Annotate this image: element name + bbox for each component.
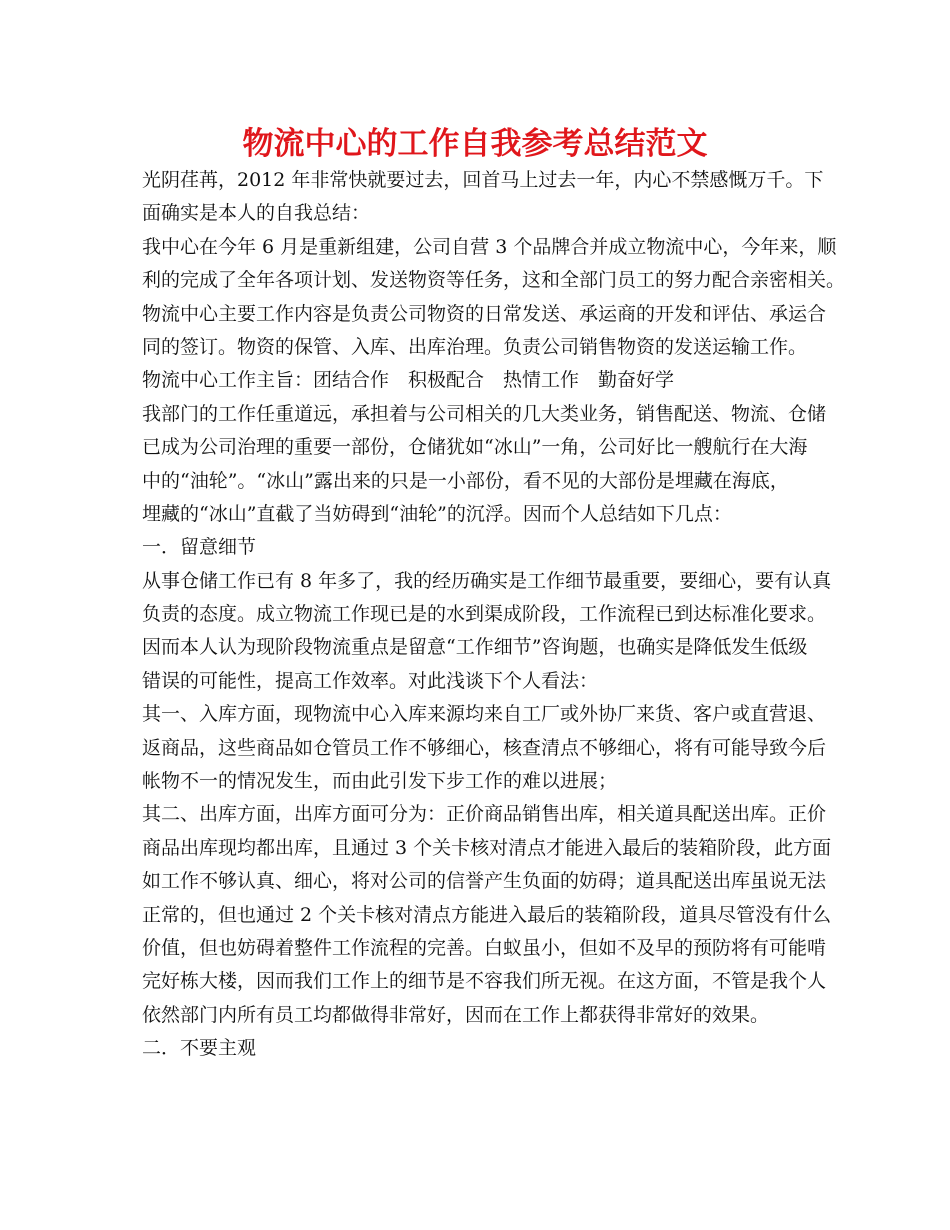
text-line: 从事仓储工作已有 8 年多了，我的经历确实是工作细节最重要，要细心，要有认真 bbox=[142, 569, 832, 592]
text-line: 帐物不一的情况发生，而由此引发下步工作的难以进展； bbox=[142, 770, 618, 793]
text-line: 依然部门内所有员工均都做得非常好，因而在工作上都获得非常好的效果。 bbox=[142, 1003, 770, 1026]
text-line: 我中心在今年 6 月是重新组建，公司自营 3 个品牌合并成立物流中心，今年来，顺 bbox=[142, 235, 837, 258]
text-line: 物流中心工作主旨：团结合作 积极配合 热情工作 勤奋好学 bbox=[142, 369, 675, 392]
text-line: 价值，但也妨碍着整件工作流程的完善。白蚁虽小，但如不及早的预防将有可能啃 bbox=[142, 936, 827, 959]
section-heading: 二．不要主观 bbox=[142, 1037, 257, 1060]
text-line: 负责的态度。成立物流工作现已是的水到渠成阶段，工作流程已到达标准化要求。 bbox=[142, 603, 827, 626]
text-line: 我部门的工作任重道远，承担着与公司相关的几大类业务，销售配送、物流、仓储 bbox=[142, 402, 827, 425]
text-line: 错误的可能性，提高工作效率。对此浅谈下个人看法： bbox=[142, 669, 599, 692]
document-body bbox=[142, 164, 846, 1066]
text-line: 因而本人认为现阶段物流重点是留意“工作细节”咨询题，也确实是降低发生低级 bbox=[142, 636, 808, 659]
text-line: 光阴荏苒，2012 年非常快就要过去，回首马上过去一年，内心不禁感慨万千。下 bbox=[142, 169, 824, 191]
text-line: 其一、入库方面，现物流中心入库来源均来自工厂或外协厂来货、客户或直营退、 bbox=[142, 703, 827, 726]
section-heading: 一．留意细节 bbox=[142, 536, 257, 559]
text-line: 完好栋大楼，因而我们工作上的细节是不容我们所无视。在这方面，不管是我个人 bbox=[142, 970, 827, 993]
text-line: 正常的，但也通过 2 个关卡核对清点方能进入最后的装箱阶段，道具尽管没有什么 bbox=[142, 903, 832, 926]
text-line: 同的签订。物资的保管、入库、出库治理。负责公司销售物资的发送运输工作。 bbox=[142, 335, 808, 358]
text-line: 中的“油轮”。“冰山”露出来的只是一小部份，看不见的大部份是埋藏在海底， bbox=[142, 469, 789, 492]
text-line: 埋藏的“冰山”直截了当妨碍到“油轮”的沉浮。因而个人总结如下几点： bbox=[142, 502, 732, 525]
text-line: 商品出库现均都出库，且通过 3 个关卡核对清点才能进入最后的装箱阶段，此方面 bbox=[142, 836, 832, 859]
text-line: 如工作不够认真、细心，将对公司的信誉产生负面的妨碍；道具配送出库虽说无法 bbox=[142, 870, 827, 893]
text-line: 其二、出库方面，出库方面可分为：正价商品销售出库，相关道具配送出库。正价 bbox=[142, 803, 827, 826]
text-line: 已成为公司治理的重要一部份，仓储犹如“冰山”一角，公司好比一艘航行在大海 bbox=[142, 436, 808, 459]
text-line: 返商品，这些商品如仓管员工作不够细心，核查清点不够细心，将有可能导致今后 bbox=[142, 736, 827, 759]
text-line: 面确实是本人的自我总结： bbox=[142, 202, 371, 225]
document-title: 物流中心的工作自我参考总结范文 bbox=[242, 126, 708, 162]
text-line: 物流中心主要工作内容是负责公司物资的日常发送、承运商的开发和评估、承运合 bbox=[142, 302, 827, 325]
text-line: 利的完成了全年各项计划、发送物资等任务，这和全部门员工的努力配合亲密相关。 bbox=[142, 269, 846, 292]
